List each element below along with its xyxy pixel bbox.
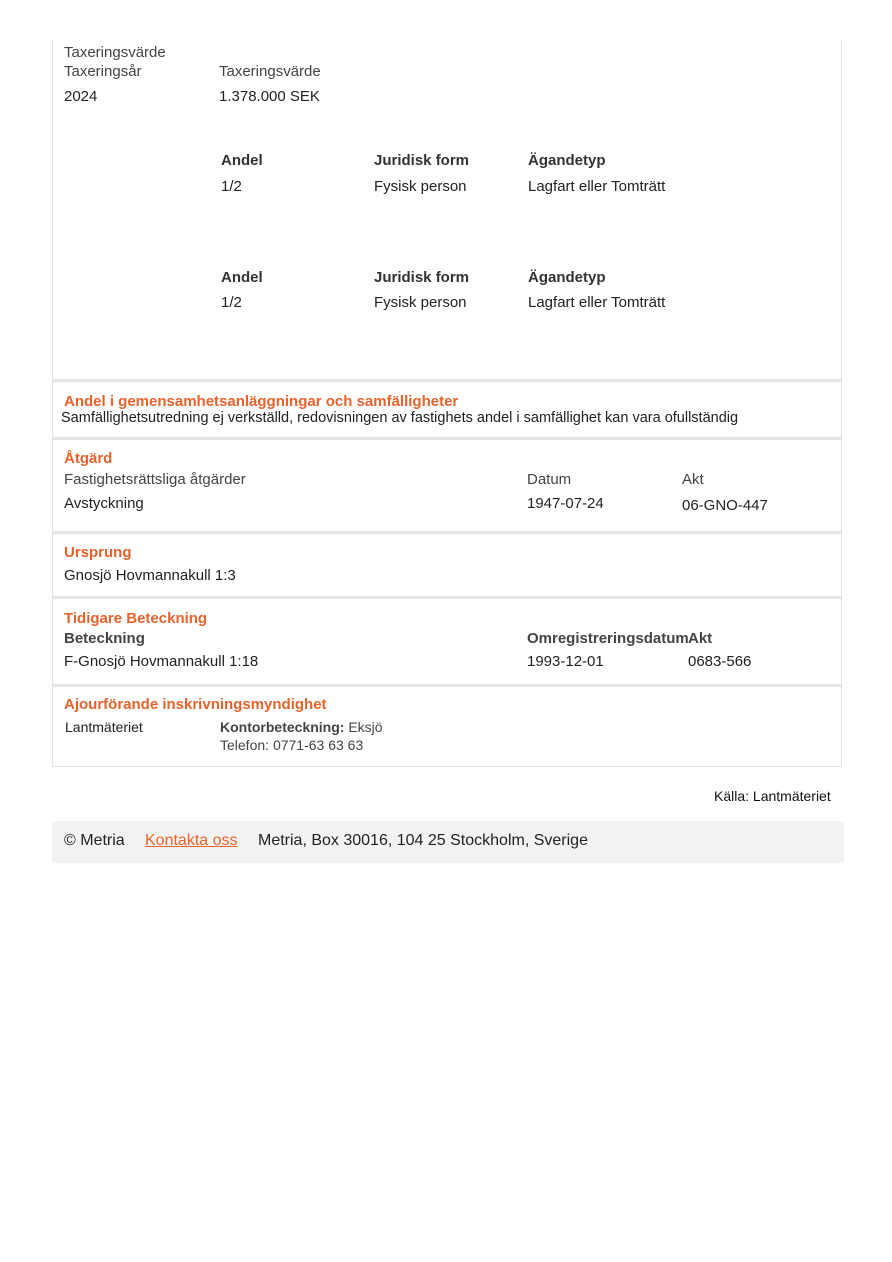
atgard-col1-value: Avstyckning [64, 495, 144, 512]
tidigare-col2-value: 1993-12-01 [527, 653, 604, 670]
footer-address: Metria, Box 30016, 104 25 Stockholm, Sverige [258, 832, 588, 849]
tidigare-col3-label: Akt [688, 630, 713, 647]
taxering-panel [52, 40, 842, 381]
telefon-value: 0771-63 63 63 [272, 737, 364, 753]
taxering-value: 1.378.000 SEK [219, 88, 320, 105]
andel-gemensam-title: Andel i gemensamhetsanläggningar och samfälligheter [64, 393, 459, 410]
taxering-value-label: Taxeringsvärde [219, 63, 321, 80]
tidigare-col1-label: Beteckning [64, 630, 145, 647]
owner-1-andel: 1/2 [221, 178, 242, 195]
owner-1-andel-label: Andel [221, 152, 263, 169]
tidigare-col2-label: Omregistreringsdatum [527, 630, 689, 647]
owner-2-andel-label: Andel [221, 269, 263, 286]
atgard-col2-label: Datum [527, 471, 572, 488]
atgard-col3-value: 06-GNO-447 [682, 497, 768, 514]
ursprung-title: Ursprung [64, 544, 132, 561]
taxering-year: 2024 [64, 88, 98, 105]
myndighet-name: Lantmäteriet [65, 719, 143, 735]
atgard-col1-label: Fastighetsrättsliga åtgärder [64, 471, 246, 488]
tidigare-col1-value: F-Gnosjö Hovmannakull 1:18 [64, 653, 259, 670]
atgard-title: Åtgärd [64, 450, 113, 467]
kontor-label: Kontorbeteckning: [220, 719, 345, 735]
ursprung-panel [52, 534, 842, 598]
ursprung-value: Gnosjö Hovmannakull 1:3 [64, 567, 236, 584]
owner-2-type-label: Ägandetyp [528, 269, 606, 286]
owner-1-form: Fysisk person [374, 178, 467, 195]
owner-2-form-label: Juridisk form [374, 269, 470, 286]
myndighet-title: Ajourförande inskrivningsmyndighet [64, 696, 327, 713]
footer-copyright: © Metria [64, 832, 125, 849]
owner-1-type: Lagfart eller Tomträtt [528, 178, 666, 195]
taxering-year-label: Taxeringsår [64, 63, 142, 80]
kontor-value: Eksjö [348, 719, 383, 735]
atgard-col3-label: Akt [682, 471, 704, 488]
owner-2-type: Lagfart eller Tomträtt [528, 294, 666, 311]
telefon-label: Telefon: [220, 737, 270, 753]
myndighet-telefon-row [220, 737, 363, 753]
myndighet-kontor-row [220, 719, 383, 735]
source-text: Källa: Lantmäteriet [714, 788, 831, 804]
taxering-title: Taxeringsvärde [64, 44, 166, 61]
owner-1-form-label: Juridisk form [374, 152, 470, 169]
owner-2-andel: 1/2 [221, 294, 242, 311]
atgard-col2-value: 1947-07-24 [527, 495, 604, 512]
owner-1-type-label: Ägandetyp [528, 152, 606, 169]
owner-2-form: Fysisk person [374, 294, 467, 311]
tidigare-title: Tidigare Beteckning [64, 610, 208, 627]
tidigare-col3-value: 0683-566 [688, 653, 752, 670]
andel-gemensam-text: Samfällighetsutredning ej verkställd, redovisningen av fastighets andel i samfällighet kan vara ofullständig [61, 410, 739, 426]
contact-link[interactable]: Kontakta oss [145, 832, 238, 849]
